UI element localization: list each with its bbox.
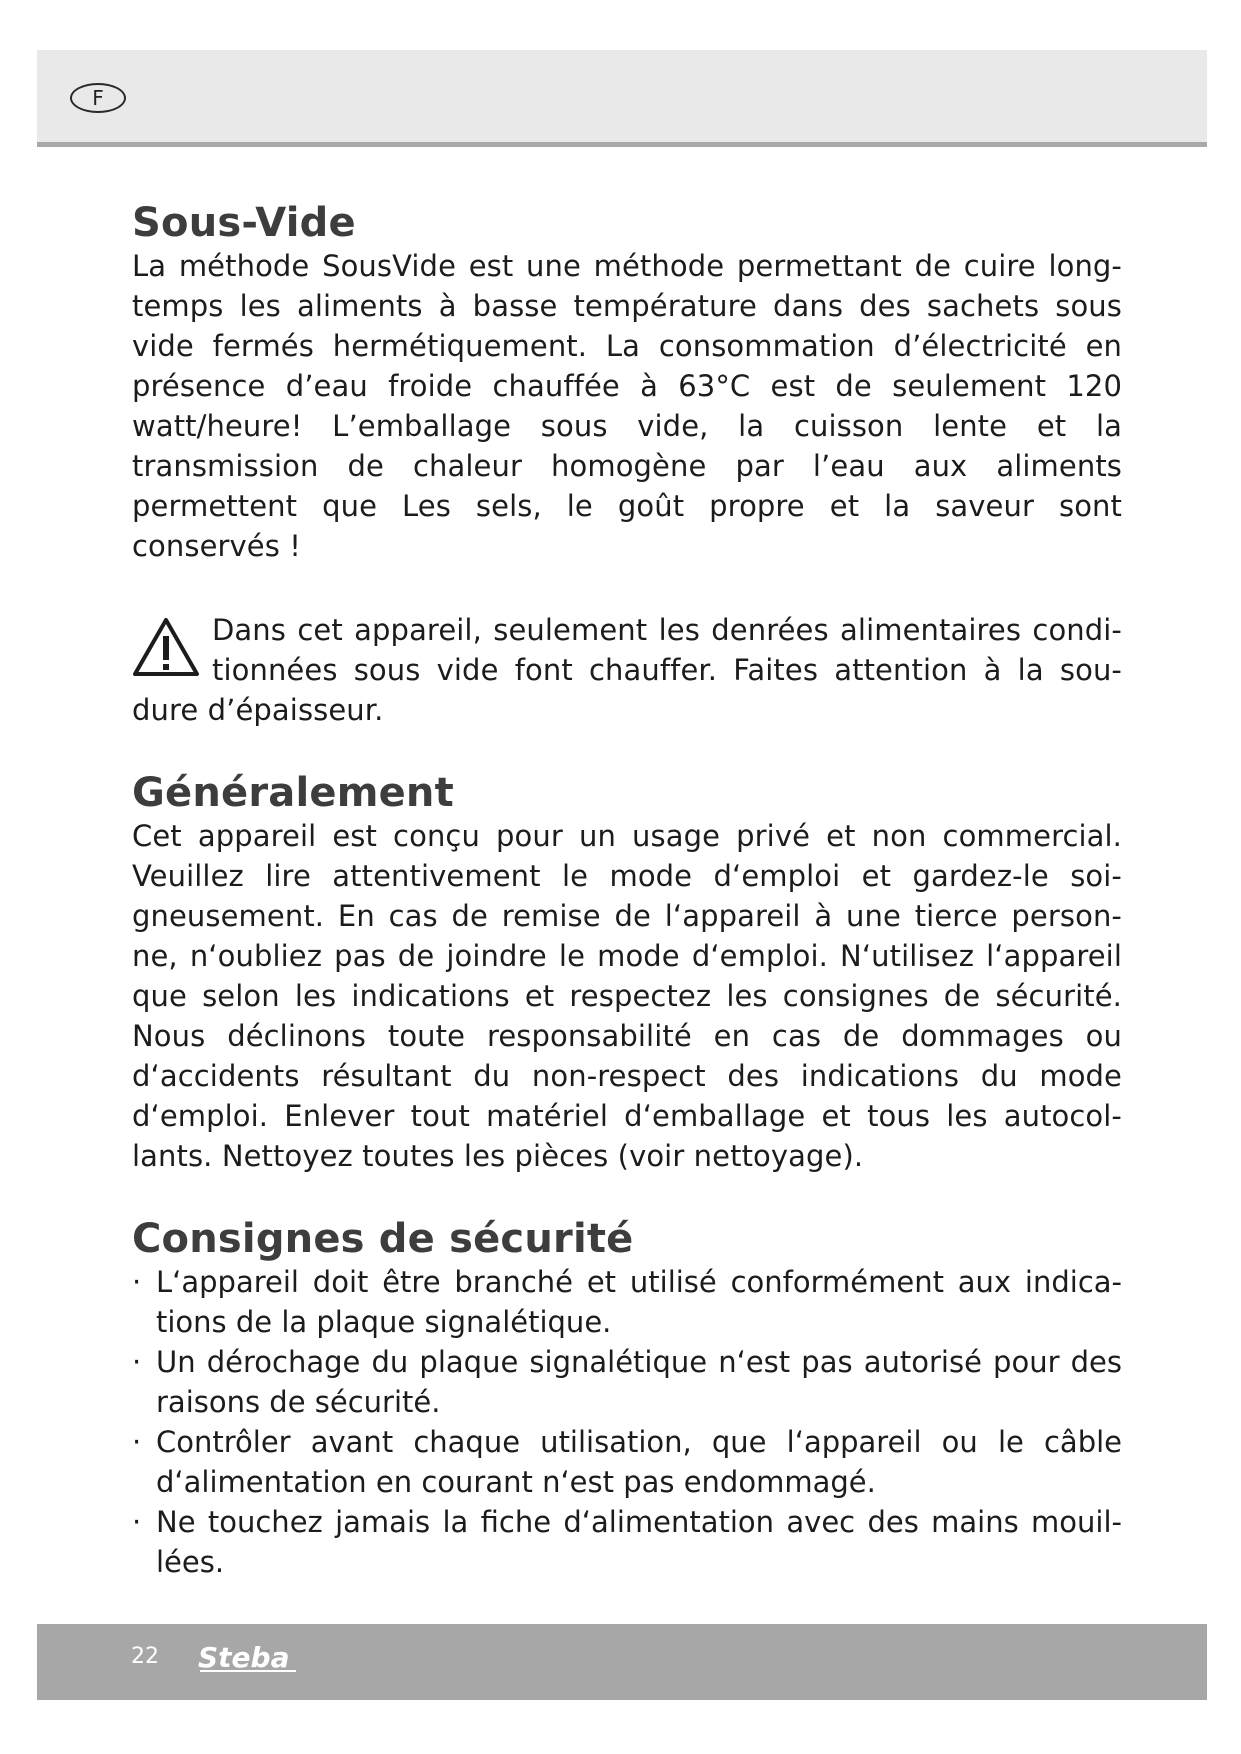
- generalement-paragraph: Cet appareil est conçu pour un usage privé et non commercial. Veuillez lire attentivement le mode d‘emploi et gardez-le soi-gneusement. En cas de remise de l‘appareil à une tierce person-ne, n‘oubliez pas de joindre le mode d‘emploi. N‘utilisez l‘appareil que selon les indications et respectez les consignes de sécurité. Nous déclinons toute responsabilité en cas de dommages ou d‘accidents résultant du non-respect des indications du mode d‘emploi. Enlever tout matériel d‘emballage et tous les autocol-lants. Nettoyez toutes les pièces (voir nettoyage).: [132, 819, 1122, 1173]
- bullet-marker: ·: [132, 1345, 142, 1379]
- safety-list: [132, 1262, 1122, 1582]
- list-item-text: L‘appareil doit être branché et utilisé conformément aux indica-tions de la plaque signalétique.: [156, 1265, 1122, 1339]
- steba-logo: [196, 1640, 311, 1676]
- warning-text: Dans cet appareil, seulement les denrées alimentaires condi-tionnées sous vide font chauffer. Faites attention à la sou-dure d’épaisseur.: [132, 613, 1122, 727]
- bullet-marker: ·: [132, 1505, 142, 1539]
- section-title-generalement: Généralement: [132, 770, 454, 816]
- list-item-text: Ne touchez jamais la fiche d‘alimentation avec des mains mouil-lées.: [156, 1505, 1122, 1579]
- list-item: [132, 1342, 1122, 1422]
- list-item: [132, 1262, 1122, 1342]
- section-title-consignes: Consignes de sécurité: [132, 1216, 634, 1262]
- list-item-text: Contrôler avant chaque utilisation, que l‘appareil ou le câble d‘alimentation en courant n‘est pas endommagé.: [156, 1425, 1122, 1499]
- bullet-marker: ·: [132, 1265, 142, 1299]
- bullet-marker: ·: [132, 1425, 142, 1459]
- list-item: [132, 1502, 1122, 1582]
- page-number: 22: [131, 1644, 159, 1669]
- header-band: [37, 50, 1207, 147]
- warning-note: [132, 610, 1122, 730]
- section-title-sous-vide: Sous-Vide: [132, 200, 356, 246]
- warning-triangle-icon: [132, 616, 200, 678]
- language-badge: F: [70, 83, 126, 113]
- sous-vide-paragraph: La méthode SousVide est une méthode permettant de cuire long-temps les aliments à basse température dans des sachets sous vide fermés hermétiquement. La consommation d’électricité en présence d’eau froide chauffée à 63°C est de seulement 120 watt/heure! L’emballage sous vide, la cuisson lente et la transmission de chaleur homogène par l’eau aux aliments permettent que Les sels, le goût propre et la saveur sont conservés !: [132, 249, 1122, 563]
- list-item-text: Un dérochage du plaque signalétique n‘est pas autorisé pour des raisons de sécurité.: [156, 1345, 1122, 1419]
- brand-name: Steba: [198, 1641, 290, 1674]
- list-item: [132, 1422, 1122, 1502]
- page-content: [132, 200, 1122, 1582]
